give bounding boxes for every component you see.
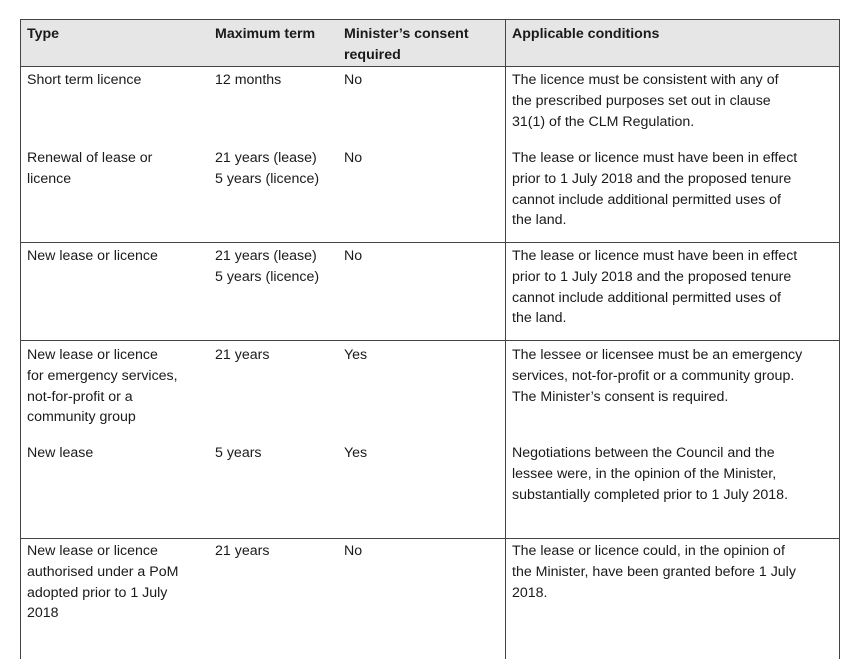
row-term: 5 years [215,445,262,461]
header-consent: Minister’s consent required [344,26,469,63]
header-conditions: Applicable conditions [512,26,660,42]
row-conditions: The lease or licence could, in the opinion of the Minister, have been granted before 1 July 2018. [512,543,796,601]
row-term: 21 years [215,543,270,559]
row-type: New lease or licence authorised under a PoM adopted prior to 1 July 2018 [27,543,179,622]
row-term: 21 years (lease) 5 years (licence) [215,248,320,285]
row-consent: No [344,543,363,559]
row-conditions: Negotiations between the Council and the lessee were, in the opinion of the Minister, substantially completed prior to 1 July 2018. [512,445,789,503]
row-conditions: The lease or licence must have been in effect prior to 1 July 2018 and the proposed tenure cannot include additional permitted uses of the land. [512,248,798,327]
row-type: New lease or licence for emergency services, not-for-profit or a community group [27,347,178,426]
header-maximum-term: Maximum term [215,26,316,42]
row-type: Short term licence [27,72,142,88]
row-consent: No [344,72,363,88]
row-conditions: The lease or licence must have been in effect prior to 1 July 2018 and the proposed tenure cannot include additional permitted uses of the land. [512,150,798,229]
row-conditions: The licence must be consistent with any of the prescribed purposes set out in clause 31(1) of the CLM Regulation. [512,72,779,130]
row-type: Renewal of lease or licence [27,150,153,187]
row-term: 21 years (lease) 5 years (licence) [215,150,320,187]
header-type: Type [27,26,60,42]
row-separator [21,340,839,341]
row-consent: Yes [344,347,368,363]
row-term: 21 years [215,347,270,363]
row-consent: Yes [344,445,368,461]
row-consent: No [344,150,363,166]
row-type: New lease or licence [27,248,158,264]
row-separator [21,538,839,539]
tenure-table [20,19,840,659]
row-term: 12 months [215,72,282,88]
row-conditions: The lessee or licensee must be an emergency services, not-for-profit or a community group. The Minister’s consent is required. [512,347,803,405]
row-type: New lease [27,445,94,461]
row-consent: No [344,248,363,264]
row-separator [21,242,839,243]
